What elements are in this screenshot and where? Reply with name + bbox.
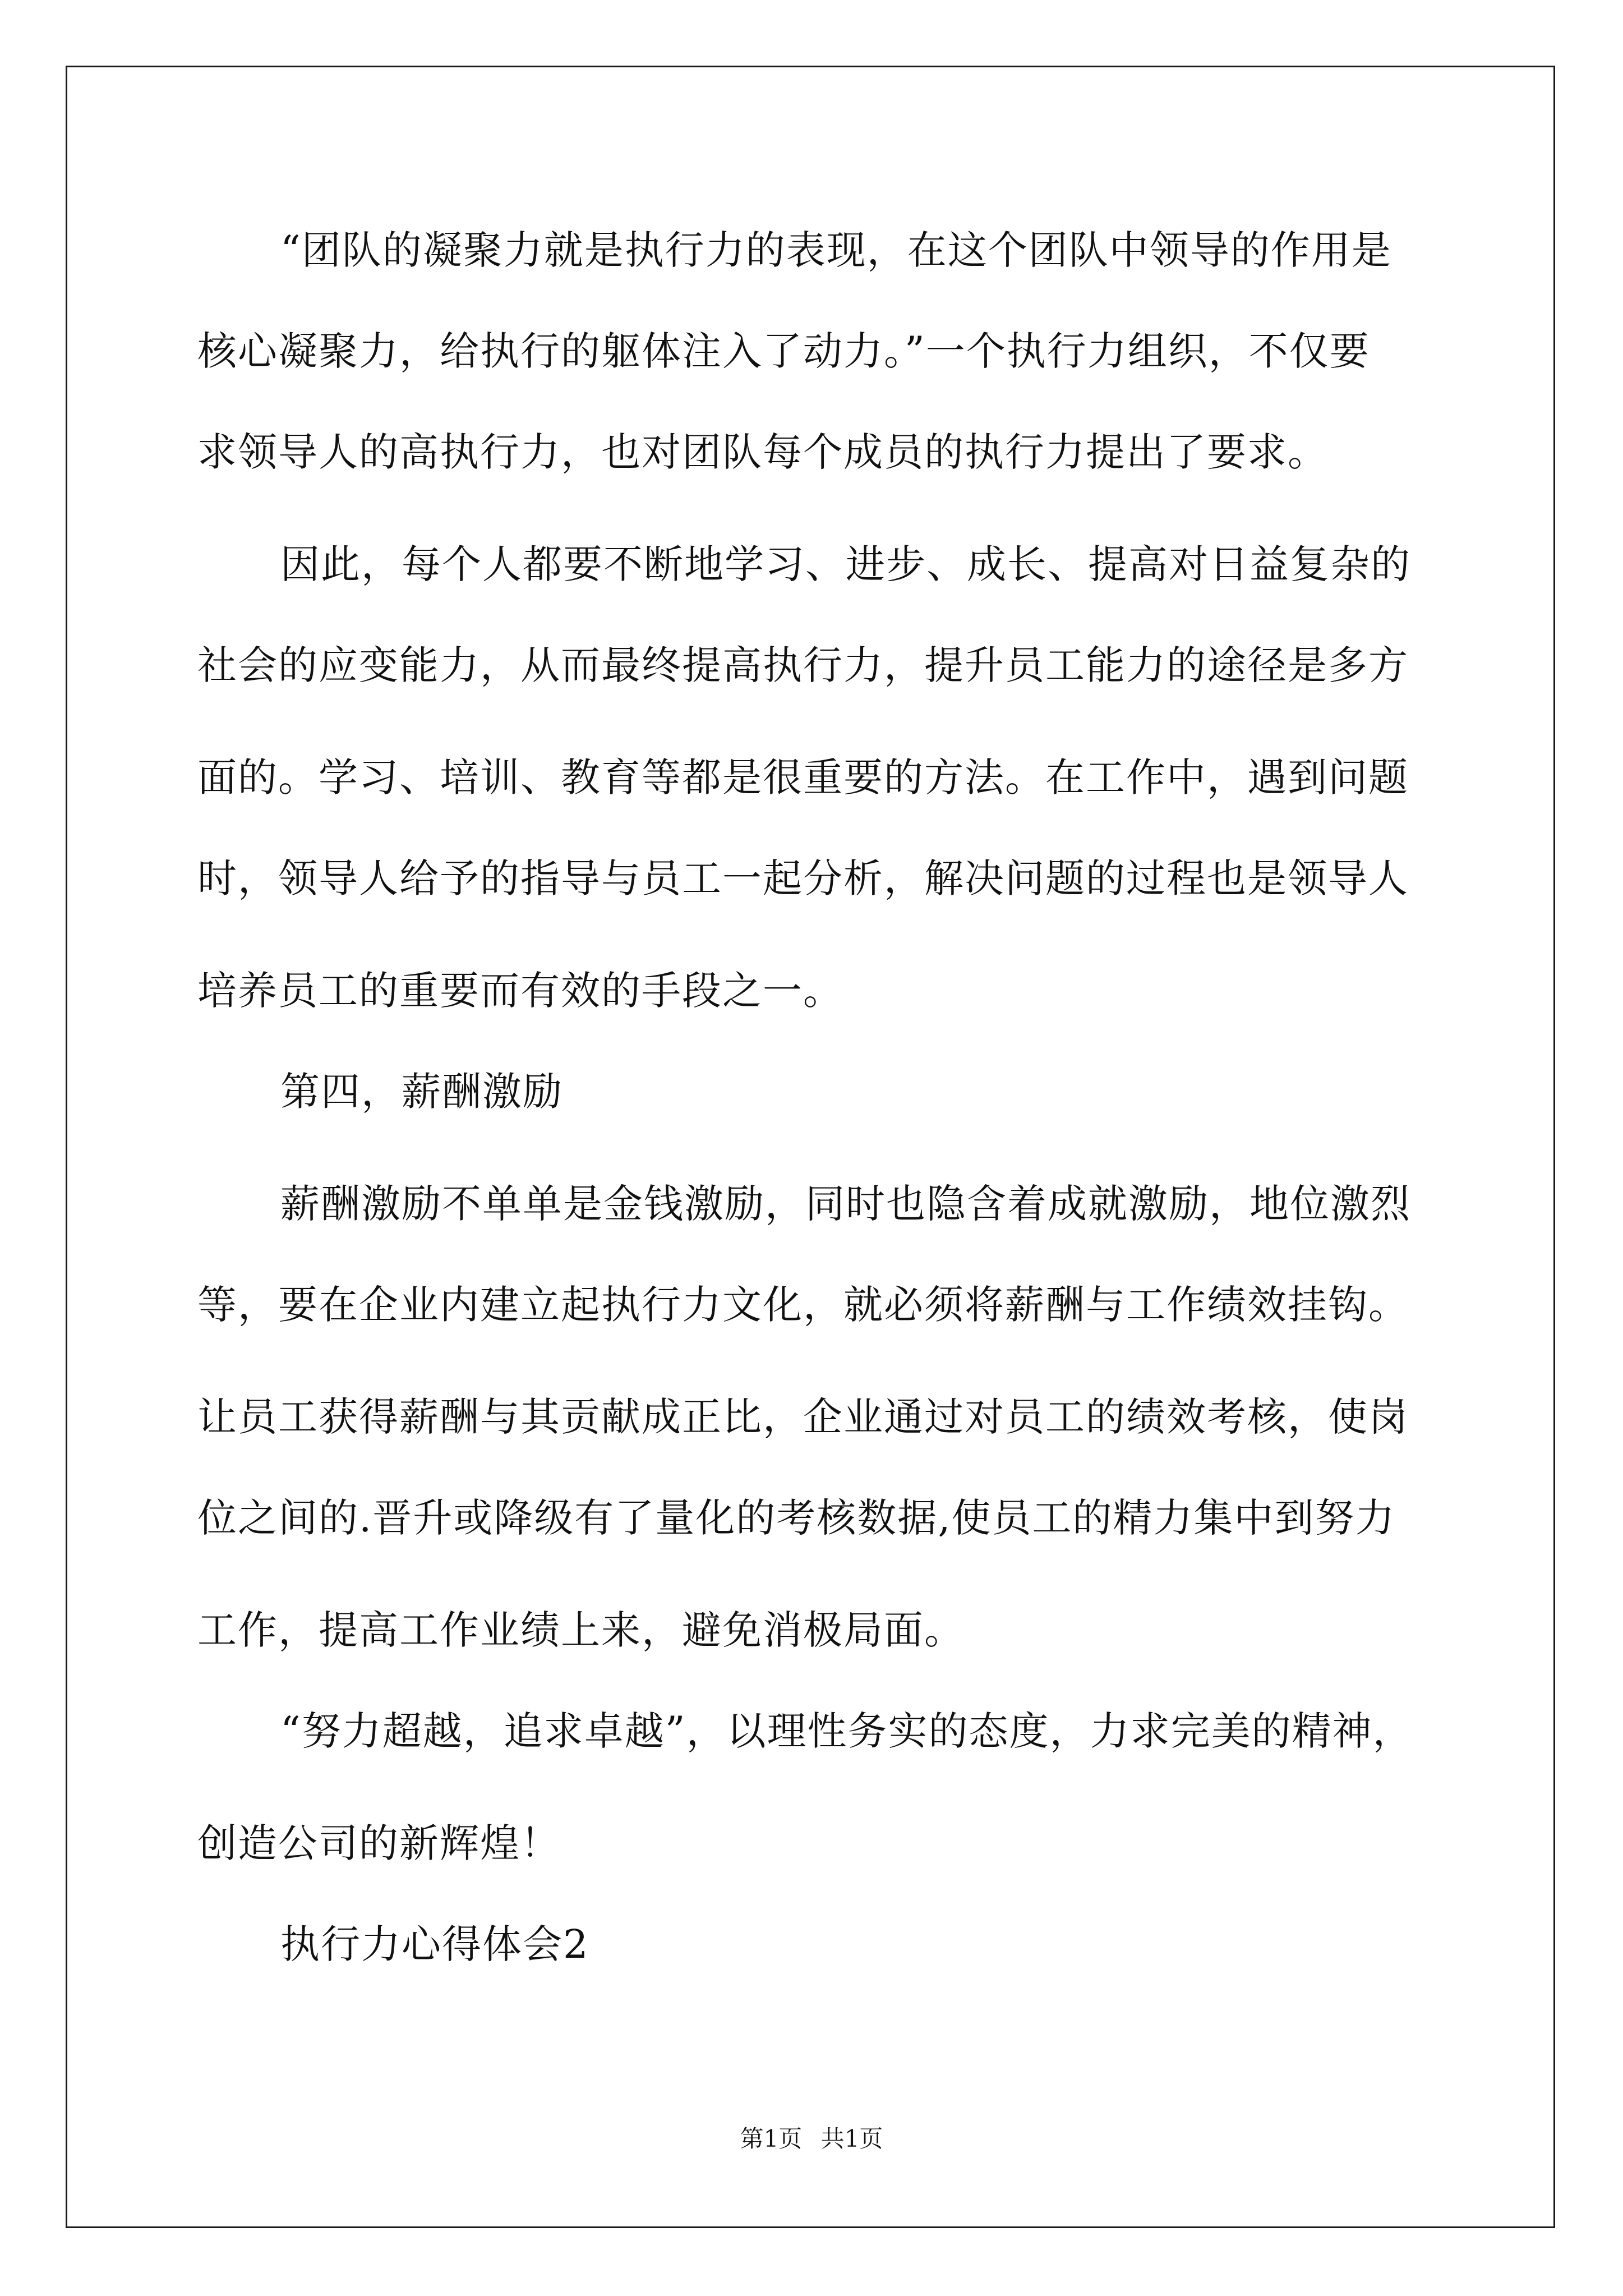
paragraph-3-line-3: 让员工获得薪酬与其贡献成正比，企业通过对员工的绩效考核，使岗 [197, 1394, 1409, 1440]
paragraph-2-line-1: 因此，每个人都要不断地学习、进步、成长、提高对日益复杂的 [280, 541, 1411, 587]
paragraph-2-line-2: 社会的应变能力，从而最终提高执行力，提升员工能力的途径是多方 [197, 642, 1409, 688]
paragraph-1-line-3: 求领导人的高执行力，也对团队每个成员的执行力提出了要求。 [197, 429, 1328, 475]
page-total: 共1页 [820, 2125, 883, 2152]
page-border [66, 66, 1555, 2228]
paragraph-4-line-1: “努力超越，追求卓越”，以理性务实的态度，力求完美的精神， [280, 1708, 1413, 1754]
paragraph-2-line-3: 面的。学习、培训、教育等都是很重要的方法。在工作中，遇到问题 [197, 754, 1409, 800]
paragraph-2-line-5: 培养员工的重要而有效的手段之一。 [197, 968, 843, 1014]
paragraph-1-line-1: “团队的凝聚力就是执行力的表现，在这个团队中领导的作用是 [280, 227, 1392, 273]
page-footer [0, 2122, 1623, 2156]
paragraph-3-line-2: 等，要在企业内建立起执行力文化，就必须将薪酬与工作绩效挂钩。 [197, 1282, 1409, 1328]
next-title: 执行力心得体会2 [280, 1921, 589, 1967]
paragraph-4-line-2: 创造公司的新辉煌！ [197, 1820, 561, 1866]
page-number: 第1页 [740, 2125, 803, 2152]
paragraph-3-line-4: 位之间的.晋升或降级有了量化的考核数据,使员工的精力集中到努力 [197, 1495, 1396, 1541]
paragraph-3-line-1: 薪酬激励不单单是金钱激励，同时也隐含着成就激励，地位激烈 [280, 1181, 1411, 1227]
paragraph-2-line-4: 时，领导人给予的指导与员工一起分析，解决问题的过程也是领导人 [197, 855, 1409, 901]
paragraph-1-line-2: 核心凝聚力，给执行的躯体注入了动力。”一个执行力组织，不仅要 [197, 328, 1370, 374]
section-heading: 第四，薪酬激励 [280, 1069, 563, 1115]
paragraph-3-line-5: 工作，提高工作业绩上来，避免消极局面。 [197, 1607, 965, 1653]
